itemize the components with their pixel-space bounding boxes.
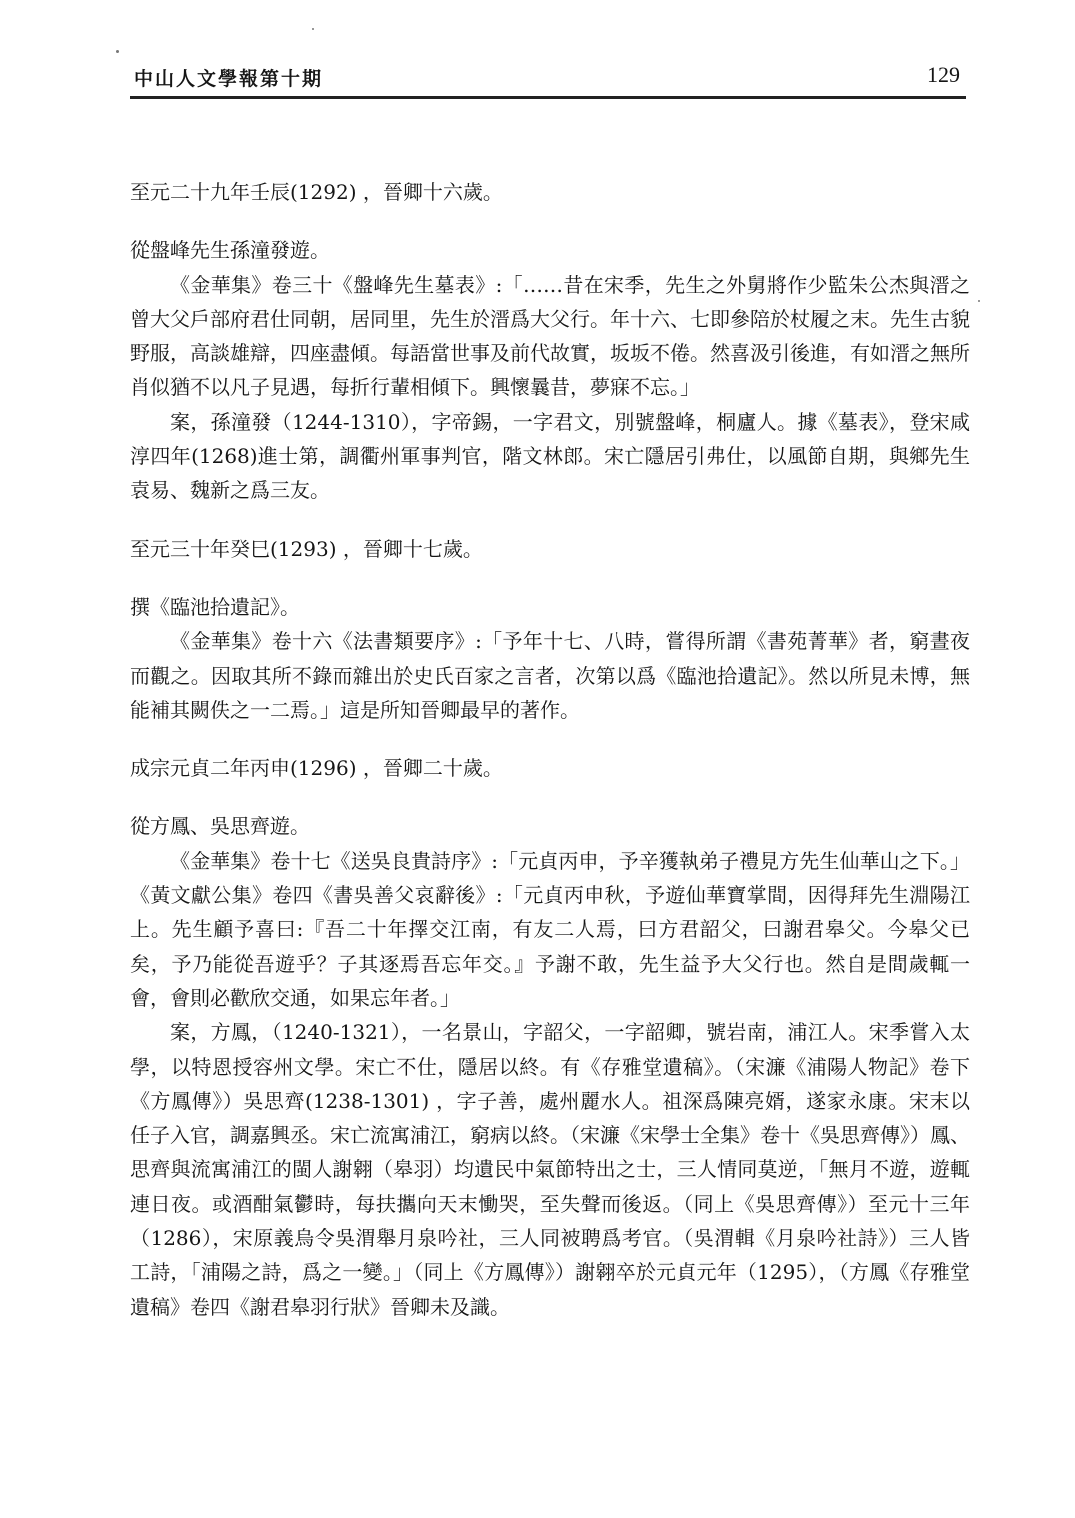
running-header <box>130 60 966 99</box>
page-number: 129 <box>927 62 960 87</box>
entry-topic: 撰《臨池拾遺記》。 <box>130 594 300 619</box>
entry-topic: 從盤峰先生孫潼發遊。 <box>130 238 330 263</box>
journal-title: 中山人文學報第十期 <box>134 68 324 90</box>
article-body <box>130 175 970 1324</box>
year-entry-heading: 至元二十九年壬辰(1292) ，晉卿十六歲。 <box>130 180 503 204</box>
year-entry-heading: 至元三十年癸巳(1293) ，晉卿十七歲。 <box>130 536 483 561</box>
year-entry-heading: 成宗元貞二年丙申(1296) ，晉卿二十歲。 <box>130 756 503 781</box>
scan-speck <box>312 28 314 30</box>
body-paragraph: 《金華集》卷十六《法書類要序》:「予年十七、八時，嘗得所謂《書苑菁華》者，窮晝夜而觀之。因取其所不錄而雜出於史氏百家之言者，次第以爲《臨池拾遺記》。然以所見未博，無能補其闕佚之一二焉。」這是所知晉卿最早的著作。 <box>130 629 970 722</box>
entry-topic: 從方鳳、吳思齊遊。 <box>130 814 310 839</box>
body-paragraph: 《金華集》卷十七《送吳良貴詩序》:「元貞丙申，予辛獲執弟子禮見方先生仙華山之下。」《黃文獻公集》卷四《書吳善父哀辭後》:「元貞丙申秋，予遊仙華寶掌間，因得拜先生淵陽江上。先生顧予喜曰:『吾二十年擇交江南，有友二人焉，曰方君韶父，曰謝君皋父。今皋父已矣，予乃能從吾遊乎？子其逐焉吾忘年交。』予謝不敢，先生益予大父行也。然自是間歲輒一會，會則必歡欣交通，如果忘年者。」 <box>130 848 970 1010</box>
body-paragraph: 案，孫潼發（1244-1310），字帝錫，一字君文，別號盤峰，桐廬人。據《墓表》，登宋咸淳四年(1268)進士第，調衢州軍事判官，階文林郎。宋亡隱居引弗仕，以風節自期，與鄉先生袁易、魏新之爲三友。 <box>130 409 970 503</box>
body-paragraph: 《金華集》卷三十《盤峰先生墓表》:「……昔在宋季，先生之外舅將作少監朱公杰與溍之曾大父戶部府君仕同朝，居同里，先生於溍爲大父行。年十六、七即參陪於杖履之末。先生古貌野服，高談雄辯，四座盡傾。每語當世事及前代故實，坂坂不倦。然喜汲引後進，有如溍之無所肖似猶不以凡子見遇，每折行輩相傾下。興懷曩昔，夢寐不忘。」 <box>130 272 970 400</box>
body-paragraph: 案，方鳳，（1240-1321），一名景山，字韶父，一字韶卿，號岩南，浦江人。宋季嘗入太學，以特恩授容州文學。宋亡不仕，隱居以終。有《存雅堂遺稿》。（宋濂《浦陽人物記》卷下《方鳳傳》）吳思齊(1238-1301) ，字子善，處州麗水人。祖深爲陳亮婿，遂家永康。宋末以任子入官，調嘉興丞。宋亡流寓浦江，窮病以終。（宋濂《宋學士全集》卷十《吳思齊傳》）鳳、思齊與流寓浦江的閩人謝翱（皋羽）均遺民中氣節特出之士，三人情同莫逆，「無月不遊，遊輒連日夜。或酒酣氣鬱時，每扶攜向天末慟哭，至失聲而後返。（同上《吳思齊傳》）至元十三年（1286），宋原義烏令吳渭舉月泉吟社，三人同被聘爲考官。（吳渭輯《月泉吟社詩》）三人皆工詩，「浦陽之詩，爲之一變。」（同上《方鳳傳》）謝翱卒於元貞元年（1295），（方鳳《存雅堂遺稿》卷四《謝君皋羽行狀》晉卿未及識。 <box>130 1020 970 1319</box>
scan-speck <box>116 50 119 53</box>
scan-speck <box>978 300 980 302</box>
